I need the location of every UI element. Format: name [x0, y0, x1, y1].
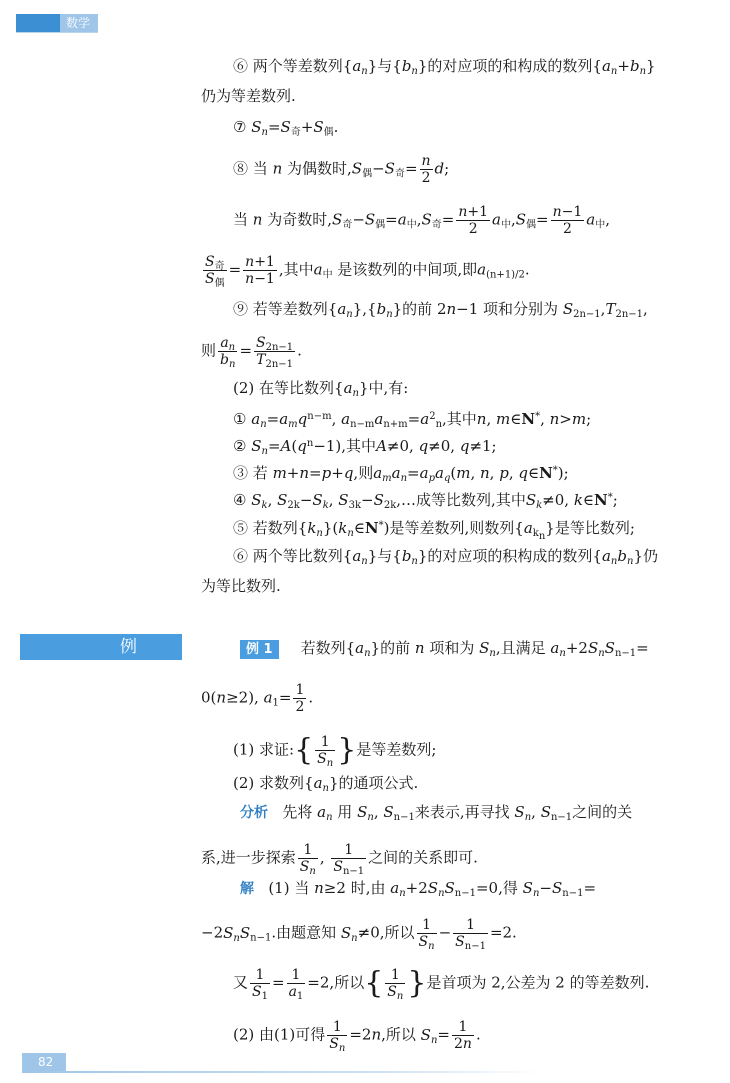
page-number: 82	[22, 1053, 66, 1071]
header-rule	[16, 32, 98, 33]
example-1-statement-cont: 0(n≥2), $a_1=$ $\frac{1}{2}$ .	[201, 682, 314, 715]
analysis-label: 分析	[240, 805, 268, 821]
property-arith-9: ⑨ 若等差数列$\{a_n\},\{b_n\}$的前 2n−1 项和分别为 $S_{2n-1},T_{2n-1}$,	[233, 300, 648, 320]
example-1-question-1: (1) 求证:{ $\frac{1}{S_n}$ }是等差数列;	[233, 732, 437, 769]
property-arith-8-ratio: $\frac{S_奇}{S_偶}$ = $\frac{n+1}{n-1}$ ,其中$a_中$ 是该数列的中间项,即$a_{(n+1)/2}$.	[205, 254, 530, 289]
solution-line-3: 又 $\frac{1}{S_1}$ = $\frac{1}{a_1}$ =2,所以{ $\frac{1}{S_n}$ }是首项为 2,公差为 2 的等差数列.	[233, 965, 650, 1002]
property-geo-2: ② $S_n=A(q^n-1)$,其中A≠0, q≠0, q≠1;	[233, 437, 497, 457]
property-geo-4: ④ $S_k$, $S_{2k}-S_k$, $S_{3k}-S_{2k},\dots$成等比数列,其中$S_k\ne 0$, k∈N*;	[233, 491, 618, 511]
solution-line-1: 解 (1) 当 n≥2 时,由 $a_n+2S_nS_{n-1}=0$,得 $S_n-S_{n-1}=$	[240, 879, 597, 899]
property-geo-1: ① $a_n=a_mq^{n-m}$, $a_{n-m}a_{n+m}=a^2_n$,其中n, m∈N*, n>m;	[233, 410, 592, 430]
property-geo-3: ③ 若 m+n=p+q,则$a_ma_n=a_pa_q(m$, n, p, q∈N*);	[233, 464, 569, 484]
analysis-line-1: 分析 先将 $a_n$ 用 $S_n$, $S_{n-1}$来表示,再寻找 $S_n$, $S_{n-1}$之间的关	[240, 803, 633, 823]
solution-line-4: (2) 由(1)可得 $\frac{1}{S_n}$ =2n,所以 $S_n=$ $\frac{1}{2n}$ .	[233, 1019, 481, 1054]
header-tab	[16, 14, 98, 32]
property-arith-7: ⑦ $S_n=S_奇+S_偶$.	[233, 118, 339, 138]
solution-label: 解	[240, 881, 254, 897]
property-arith-8-odd: 当 n 为奇数时$,S_奇-S_偶=a_中,S_奇=$ $\frac{n+1}{2}$ $a_中,S_偶=$ $\frac{n-1}{2}$ $a_中$,	[233, 204, 611, 237]
property-geo-6-cont: 为等比数列.	[201, 577, 281, 595]
property-geo-5: ⑤ 若数列$\{k_n\}(k_n\in N^*)$是等差数列,则数列$\{a_{k_n}\}$是等比数列;	[233, 519, 635, 542]
example-1-statement: 例 1 若数列$\{a_n\}$的前 n 项和为 $S_n$,且满足 $a_n+2S_nS_{n-1}=$	[240, 638, 649, 659]
solution-line-2: $-2S_nS_{n-1}$.由题意知 $S_n\ne 0$,所以 $\frac{1}{S_n}$ − $\frac{1}{S_{n-1}}$ =2.	[201, 917, 517, 952]
property-geo-6: ⑥ 两个等比数列$\{a_n\}$与$\{b_n\}$的对应项的积构成的数列$\{a_nb_n\}$仍	[233, 547, 658, 567]
property-arith-9-result: 则 $\frac{a_n}{b_n}$ = $\frac{S_{2n-1}}{T_{2n-1}}$ .	[201, 335, 302, 370]
analysis-line-2: 系,进一步探索 $\frac{1}{S_n}$ , $\frac{1}{S_{n-1}}$ 之间的关系即可.	[201, 842, 478, 877]
property-arith-8: ⑧ 当 n 为偶数时$,S_偶-S_奇=$ $\frac{n}{2}$ d;	[233, 153, 450, 186]
header-accent	[16, 14, 60, 32]
footer-rule	[22, 1071, 542, 1073]
property-arith-6: ⑥ 两个等差数列$\{a_n\}$与$\{b_n\}$的对应项的和构成的数列$\{a_n+b_n\}$	[233, 57, 656, 77]
geometric-heading: (2) 在等比数列$\{a_n\}$中,有:	[233, 379, 409, 399]
property-arith-6-cont: 仍为等差数列.	[201, 87, 296, 105]
example-1-question-2: (2) 求数列$\{a_n\}$的通项公式.	[233, 774, 419, 794]
header-subject: 数学	[66, 16, 91, 30]
example-badge: 例 1	[240, 640, 279, 659]
section-label-example: 例题	[20, 634, 182, 660]
